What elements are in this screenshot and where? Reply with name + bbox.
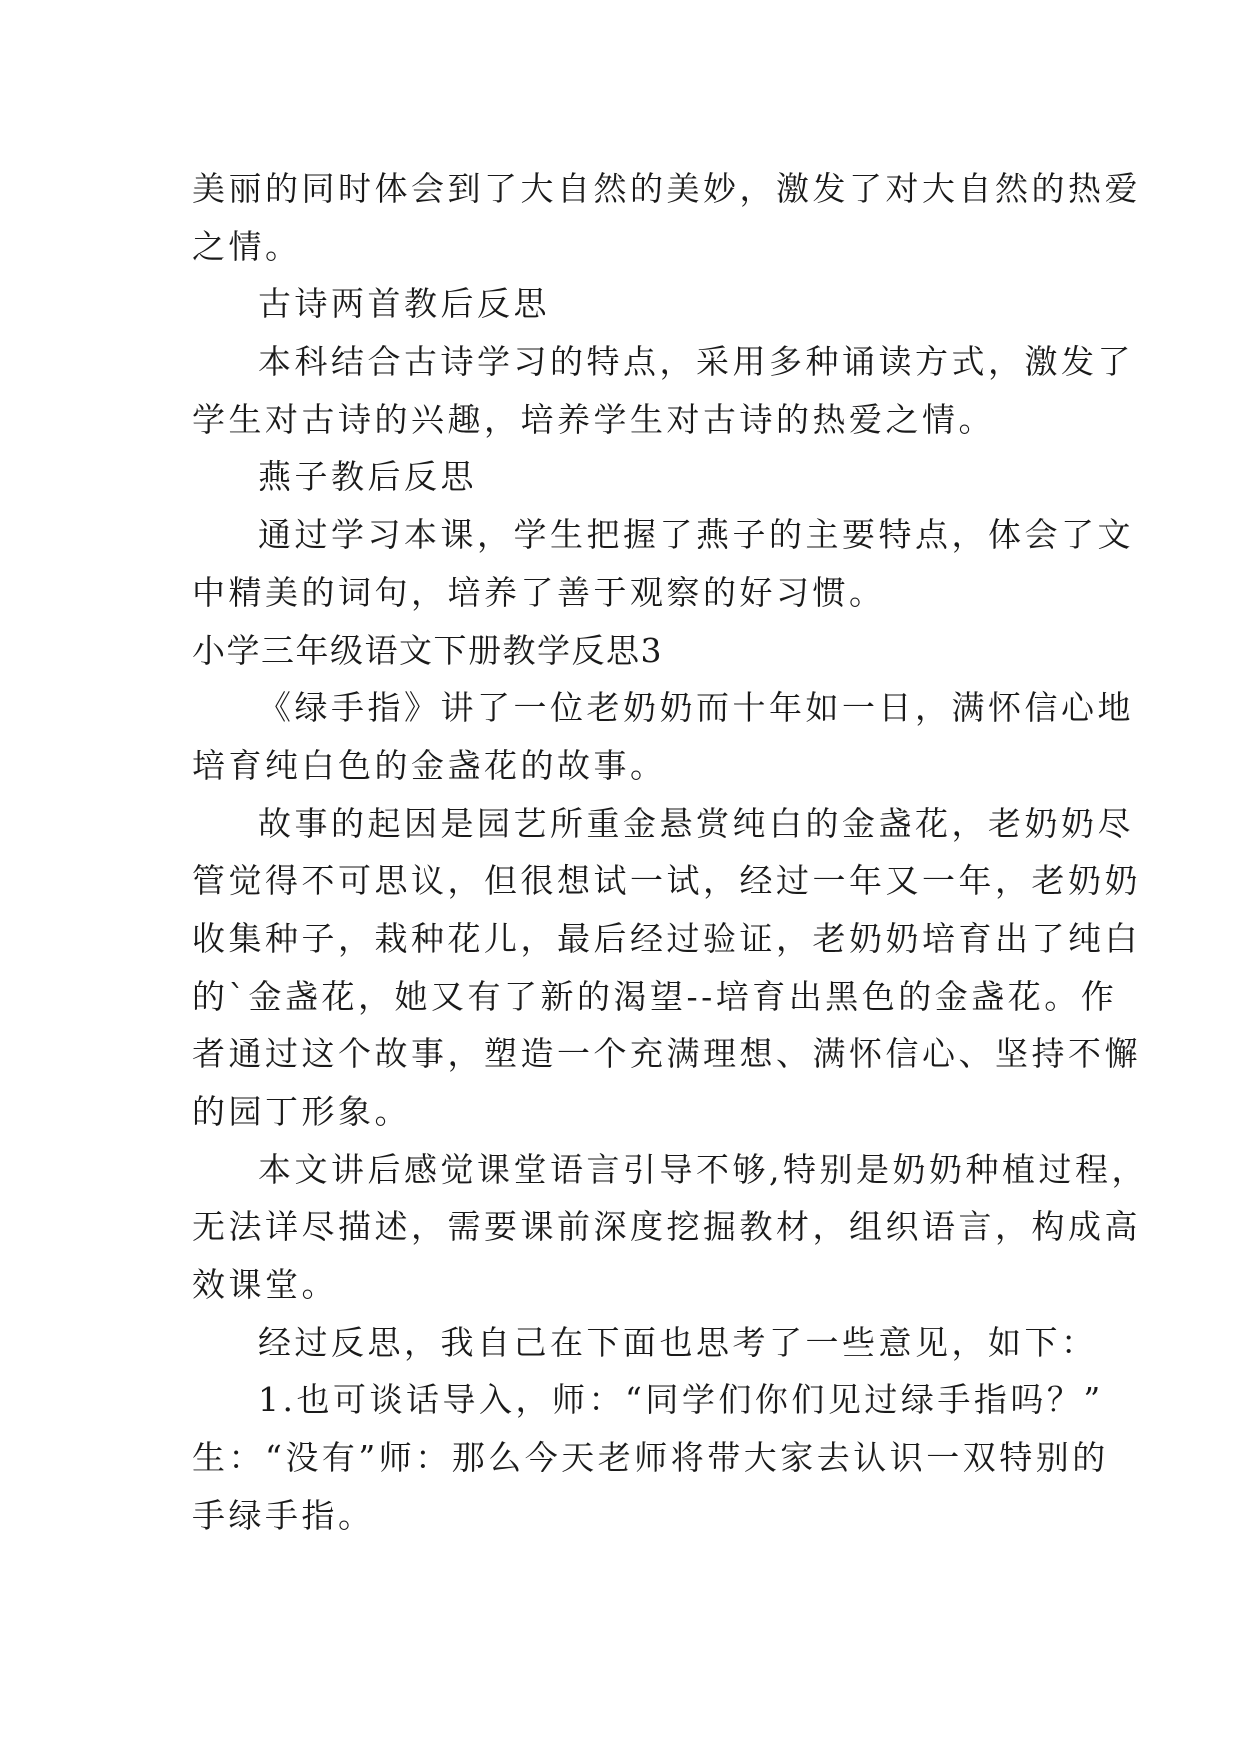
text-line: 中精美的词句，培养了善于观察的好习惯。 <box>192 572 886 612</box>
chapter-heading: 小学三年级语文下册教学反思3 <box>192 630 663 670</box>
text-line: 无法详尽描述，需要课前深度挖掘教材，组织语言，构成高 <box>192 1207 1141 1247</box>
text-line: 美丽的同时体会到了大自然的美妙，激发了对大自然的热爱 <box>192 169 1141 208</box>
section-title: 燕子教后反思 <box>258 457 477 497</box>
text-line: 故事的起因是园艺所重金悬赏纯白的金盏花，老奶奶尽 <box>258 803 1134 843</box>
text-line: 《绿手指》讲了一位老奶奶而十年如一日，满怀信心地 <box>258 688 1134 728</box>
text-line: 管觉得不可思议，但很想试一试，经过一年又一年，老奶奶 <box>192 861 1141 901</box>
text-line: 的`金盏花，她又有了新的渴望--培育出黑色的金盏花。作 <box>192 976 1118 1016</box>
text-line: 手绿手指。 <box>192 1495 375 1535</box>
text-line: 生：“没有”师：那么今天老师将带大家去认识一双特别的 <box>192 1438 1109 1478</box>
text-line: 通过学习本课，学生把握了燕子的主要特点，体会了文 <box>258 515 1134 555</box>
text-line: 之情。 <box>192 226 302 266</box>
text-line: 经过反思，我自己在下面也思考了一些意见，如下： <box>258 1322 1098 1362</box>
text-line: 培育纯白色的金盏花的故事。 <box>192 745 667 785</box>
text-line: 本文讲后感觉课堂语言引导不够,特别是奶奶种植过程， <box>258 1149 1148 1189</box>
text-line: 效课堂。 <box>192 1265 338 1305</box>
text-line: 1.也可谈话导入，师：“同学们你们见过绿手指吗？” <box>258 1380 1104 1420</box>
document-body <box>192 160 1148 1545</box>
text-line: 学生对古诗的兴趣，培养学生对古诗的热爱之情。 <box>192 399 995 439</box>
text-line: 本科结合古诗学习的特点，采用多种诵读方式，激发了 <box>258 342 1134 382</box>
text-line: 者通过这个故事，塑造一个充满理想、满怀信心、坚持不懈 <box>192 1034 1141 1074</box>
text-line: 收集种子，栽种花儿，最后经过验证，老奶奶培育出了纯白 <box>192 918 1141 958</box>
text-line: 的园丁形象。 <box>192 1092 411 1131</box>
section-title: 古诗两首教后反思 <box>258 284 550 324</box>
